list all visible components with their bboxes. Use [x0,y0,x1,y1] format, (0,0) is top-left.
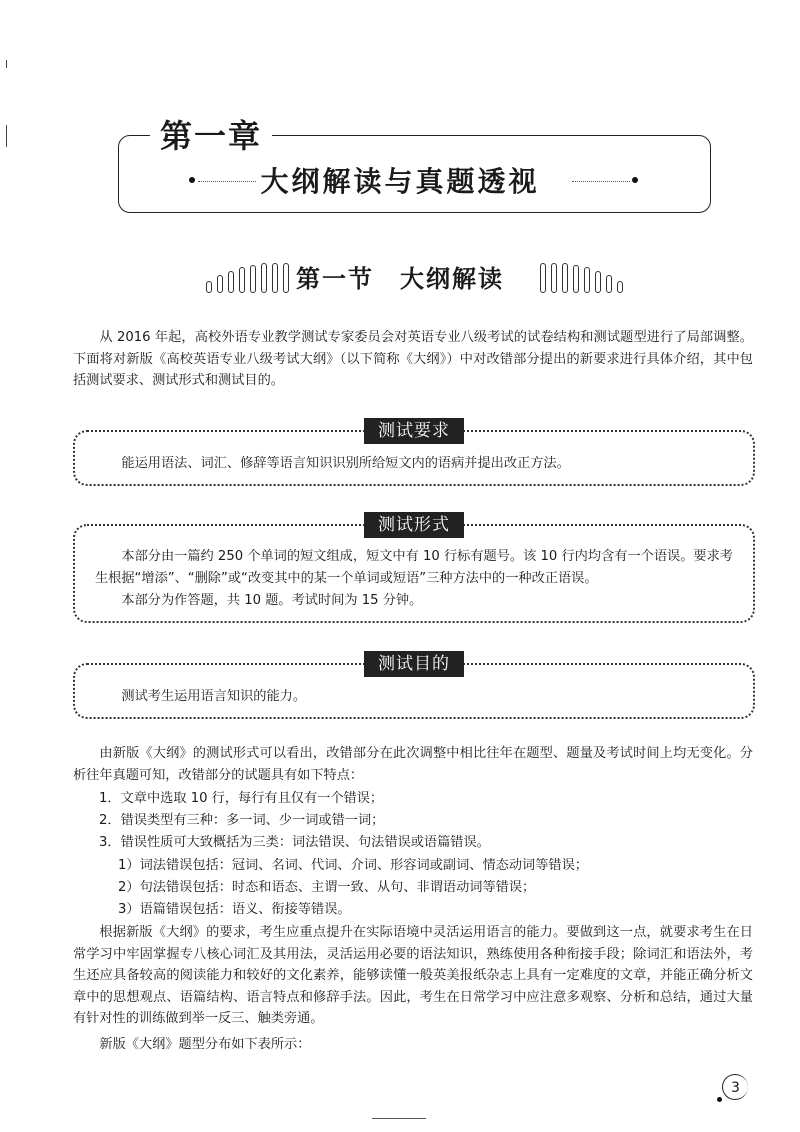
format-text: 本部分由一篇约 250 个单词的短文组成，短文中有 10 行标有题号。该 10 行内均含有一个语误。要求考生根据“增添”、“删除”或“改变其中的某一个单词或短语”三种方法中的一种改正语误。 [95,549,733,586]
chapter-title: 大纲解读与真题透视 [260,165,540,198]
chapter-title-right-dot [632,177,638,183]
purpose-text: 测试考生运用语言知识的能力。 [121,689,307,704]
section-right-ornament [540,263,623,293]
margin-mark [6,60,7,68]
subfeature-item: 2）句法错误包括：时态和语态、主谓一致、从句、非谓语动词等错误； [118,880,536,895]
page-number-dot [717,1097,722,1102]
bottom-rule [372,1118,426,1119]
purpose-tag: 测试目的 [364,651,464,677]
section-title: 第一节 大纲解读 [296,265,504,293]
purpose-box [73,654,755,719]
format-tag: 测试形式 [364,512,464,538]
chapter-label: 第一章 [150,116,272,156]
intro-paragraph: 从 2016 年起，高校外语专业教学测试专家委员会对英语专业八级考试的试卷结构和测试题型进行了局部调整。下面将对新版《高校英语专业八级考试大纲》（以下简称《大纲》）中对改错部分提出的新要求进行具体介绍，其中包括测试要求、测试形式和测试目的。 [73,330,753,388]
feature-item: 3．错误性质可大致概括为三类：词法错误、句法错误或语篇错误。 [99,835,490,850]
format-text-2: 本部分为作答题，共 10 题。考试时间为 15 分钟。 [121,593,423,608]
subfeature-item: 3）语篇错误包括：语义、衔接等错误。 [118,902,351,917]
page-number: 3 [722,1074,748,1100]
closing-line: 新版《大纲》题型分布如下表所示： [99,1037,311,1052]
chapter-title-right-rule [572,181,630,182]
requirements-box [73,421,755,486]
requirements-text: 能运用语法、词汇、修辞等语言知识识别所给短文内的语病并提出改正方法。 [121,456,570,471]
advice-paragraph: 根据新版《大纲》的要求，考生应重点提升在实际语境中灵活运用语言的能力。要做到这一点，就要求考生在日常学习中牢固掌握专八核心词汇及其用法，灵活运用必要的语法知识，熟练使用各种衔接手段；除词汇和语法外，考生还应具备较高的阅读能力和较好的文化素养，能够读懂一般英美报纸杂志上具有一定难度的文章，并能正确分析文章中的思想观点、语篇结构、语言特点和修辞手法。因此，考生在日常学习中应注意多观察、分析和总结，通过大量有针对性的训练做到举一反三、触类旁通。 [73,925,753,1026]
requirements-tag: 测试要求 [364,418,464,444]
subfeature-item: 1）词法错误包括：冠词、名词、代词、介词、形容词或副词、情态动词等错误； [118,858,588,873]
feature-item: 1．文章中选取 10 行，每行有且仅有一个错误； [99,791,384,806]
format-box [73,515,755,623]
analysis-paragraph: 由新版《大纲》的测试形式可以看出，改错部分在此次调整中相比往年在题型、题量及考试时间上均无变化。分析往年真题可知，改错部分的试题具有如下特点： [73,746,753,783]
feature-item: 2．错误类型有三种：多一词、少一词或错一词； [99,813,385,828]
margin-mark [6,125,7,147]
